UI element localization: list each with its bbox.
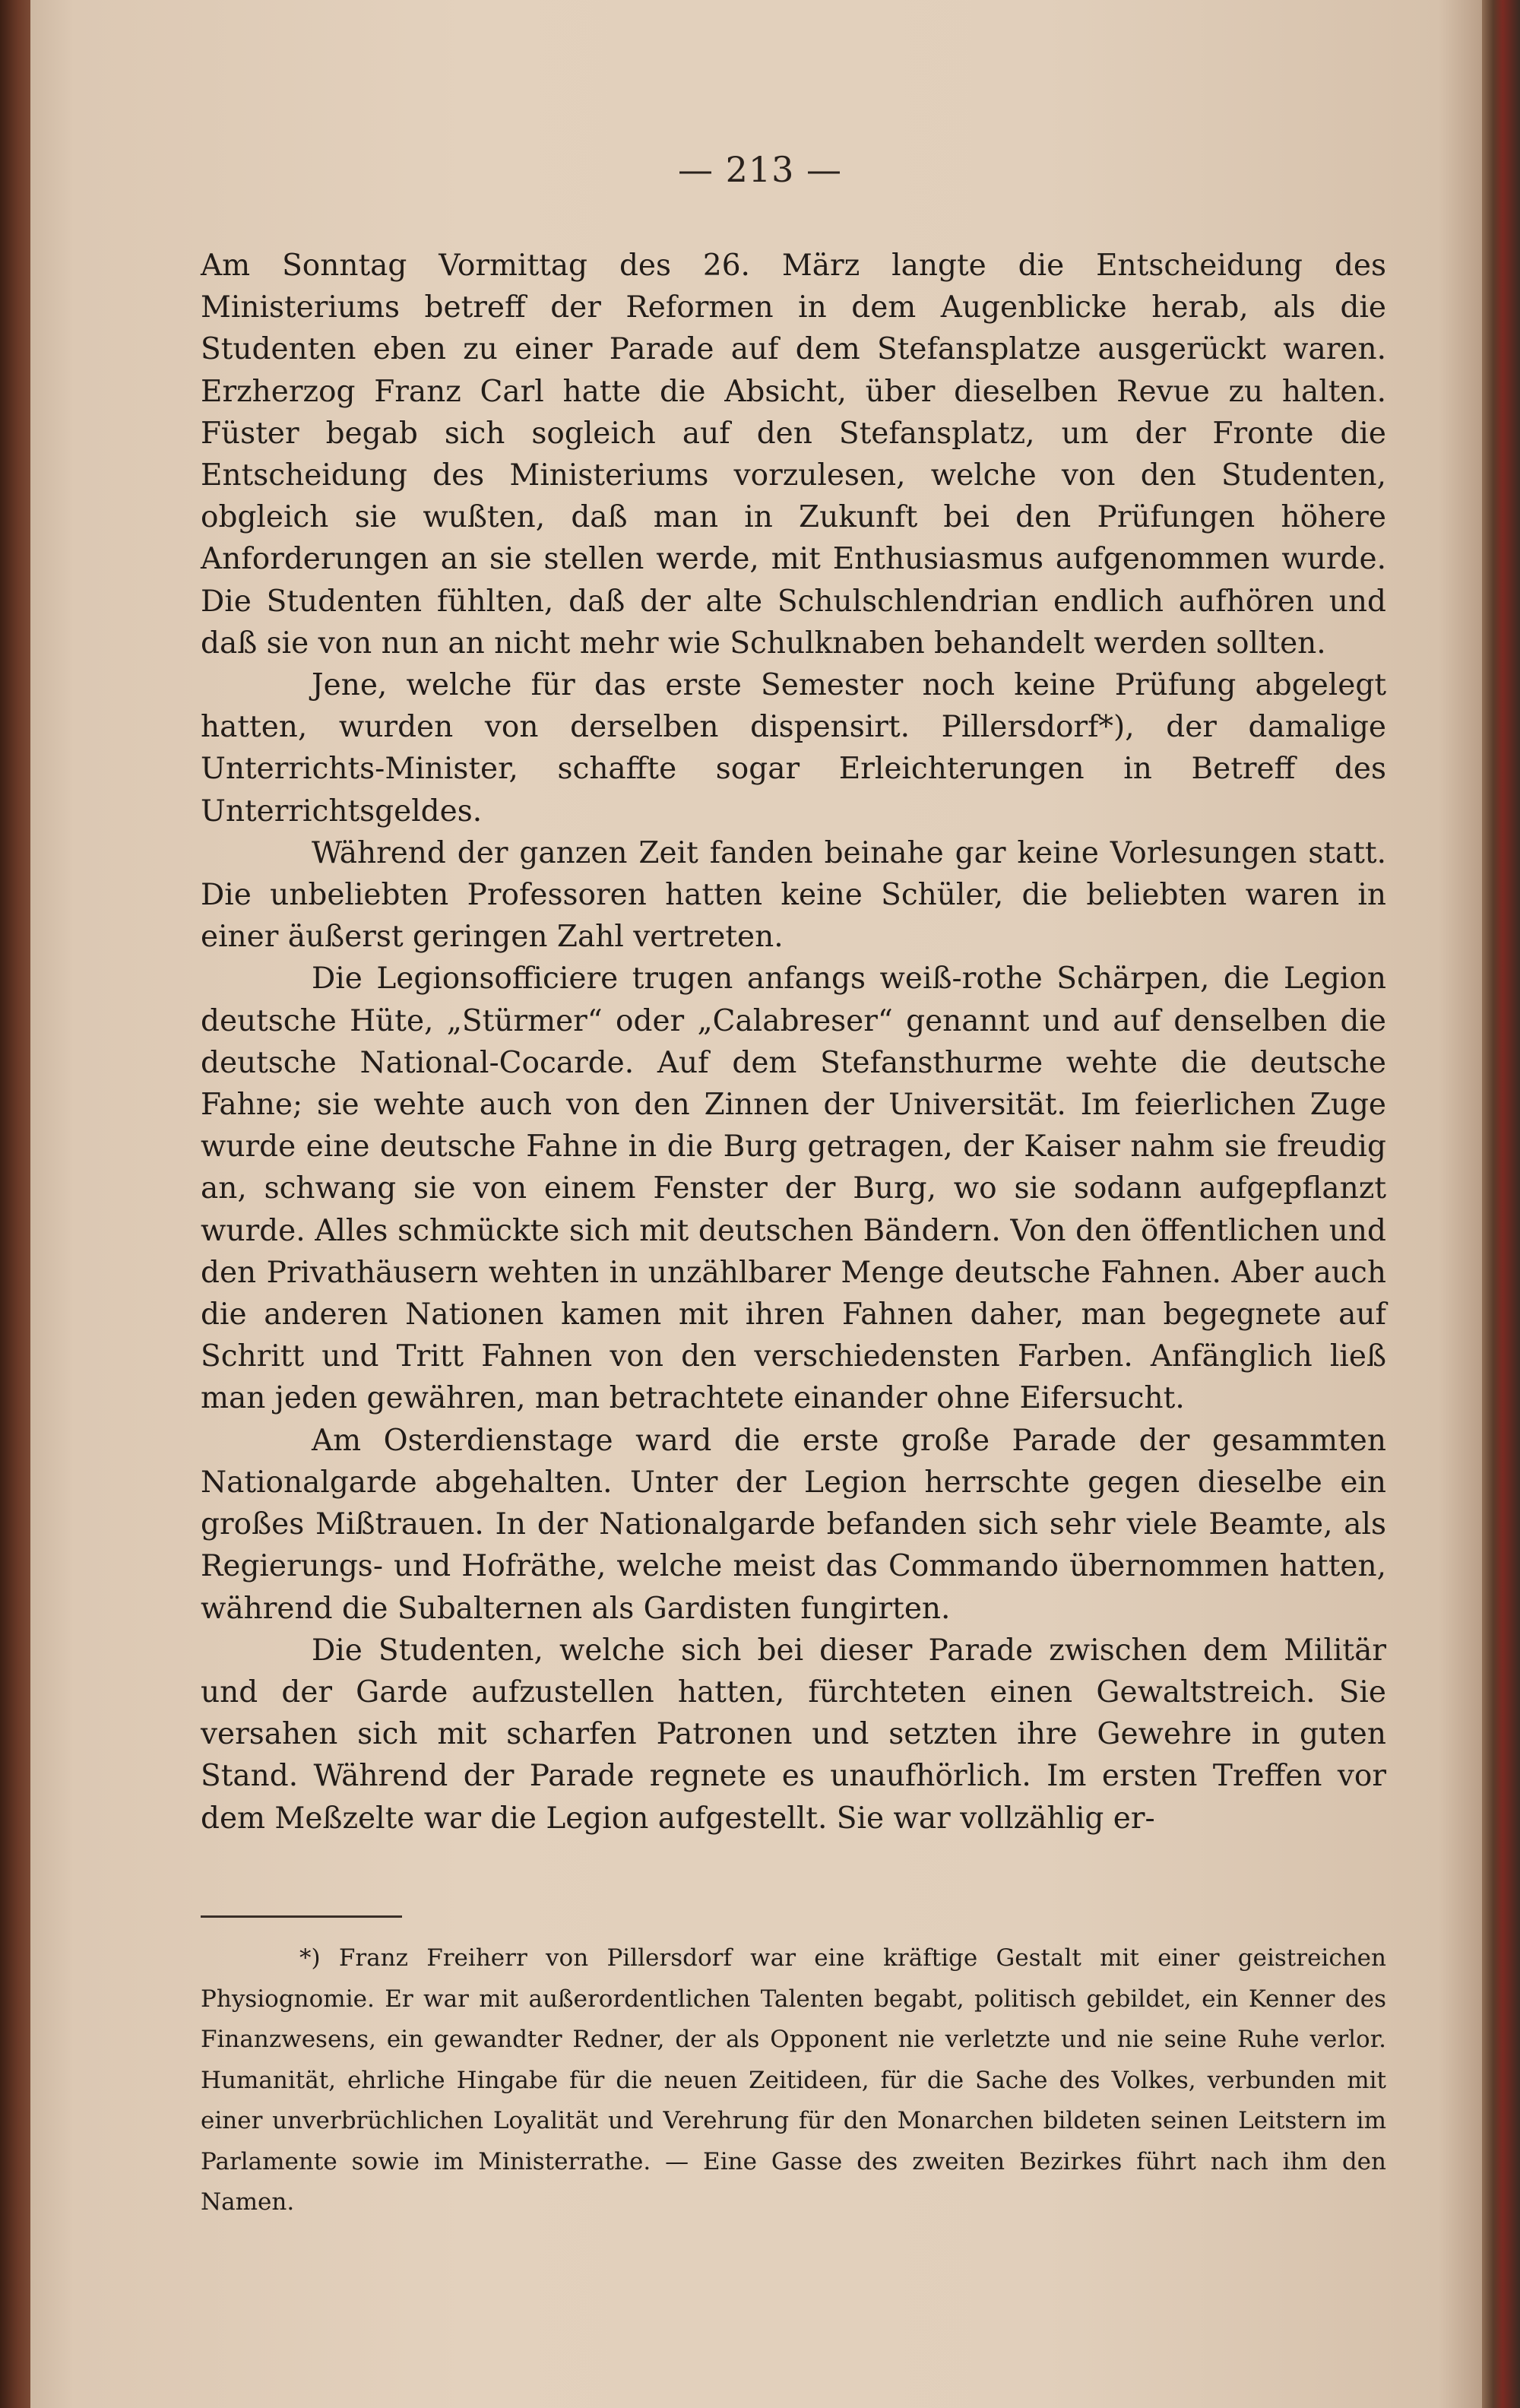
paragraph: Jene, welche für das erste Semester noch keine Prüfung abgelegt hatten, wurden von derselben dispensirt. Pillersdorf*), der damalige Unterrichts-Minister, schaffte sogar Erleichterungen in Betreff des Unterrichtsgeldes.: [201, 668, 1386, 829]
body-text: [201, 245, 1386, 1839]
paragraph: Die Legionsofficiere trugen anfangs weiß-rothe Schärpen, die Legion deutsche Hüte, „Stürmer“ oder „Calabreser“ genannt und auf denselben die deutsche National-Cocarde. Auf dem Stefansthurme wehte die deutsche Fahne; sie wehte auch von den Zinnen der Universität. Im feierlichen Zuge wurde eine deutsche Fahne in die Burg getragen, der Kaiser nahm sie freudig an, schwang sie von einem Fenster der Burg, wo sie sodann aufgepflanzt wurde. Alles schmückte sich mit deutschen Bändern. Von den öffentlichen und den Privathäusern wehten in unzählbarer Menge deutsche Fahnen. Aber auch die anderen Nationen kamen mit ihren Fahnen daher, man begegnete auf Schritt und Tritt Fahnen von den verschiedensten Farben. Anfänglich ließ man jeden gewähren, man betrachtete einander ohne Eifersucht.: [201, 962, 1386, 1416]
footnote: *) Franz Freiherr von Pillersdorf war eine kräftige Gestalt mit einer geistreichen Physiognomie. Er war mit außerordentlichen Talenten begabt, politisch gebildet, ein Kenner des Finanzwesens, ein gewandter Redner, der als Opponent nie verletzte und nie seine Ruhe verlor. Humanität, ehrliche Hingabe für die neuen Zeitideen, für die Sache des Volkes, verbunden mit einer unverbrüchlichen Loyalität und Verehrung für den Monarchen bildeten seinen Leitstern im Parlamente sowie im Ministerrathe. — Eine Gasse des zweiten Bezirkes führt nach ihm den Namen.: [201, 1944, 1386, 2216]
page-number: — 213 —: [677, 149, 843, 190]
paragraph: Am Sonntag Vormittag des 26. März langte die Entscheidung des Ministeriums betreff der Reformen in dem Augenblicke herab, als die Studenten eben zu einer Parade auf dem Stefansplatze ausgerückt waren. Erzherzog Franz Carl hatte die Absicht, über dieselben Revue zu halten. Füster begab sich sogleich auf den Stefansplatz, um der Fronte die Entscheidung des Ministeriums vorzulesen, welche von den Studenten, obgleich sie wußten, daß man in Zukunft bei den Prüfungen höhere Anforderungen an sie stellen werde, mit Enthusiasmus aufgenommen wurde. Die Studenten fühlten, daß der alte Schulschlendrian endlich aufhören und daß sie von nun an nicht mehr wie Schulknaben behandelt werden sollten.: [201, 249, 1386, 661]
paragraph: Während der ganzen Zeit fanden beinahe gar keine Vorlesungen statt. Die unbeliebten Professoren hatten keine Schüler, die beliebten waren in einer äußerst geringen Zahl vertreten.: [201, 835, 1386, 955]
book-spine-left: [0, 0, 30, 2408]
footnote-rule: [201, 1915, 402, 1918]
book-edge-right: [1482, 0, 1520, 2408]
paragraph: Am Osterdienstage ward die erste große Parade der gesammten Nationalgarde abgehalten. Unter der Legion herrschte gegen dieselbe ein großes Mißtrauen. In der Nationalgarde befanden sich sehr viele Beamte, als Regierungs- und Hofräthe, welche meist das Commando übernommen hatten, während die Subalternen als Gardisten fungirten.: [201, 1423, 1386, 1626]
paragraph: Die Studenten, welche sich bei dieser Parade zwischen dem Militär und der Garde aufzustellen hatten, fürchteten einen Gewaltstreich. Sie versahen sich mit scharfen Patronen und setzten ihre Gewehre in guten Stand. Während der Parade regnete es unaufhörlich. Im ersten Treffen vor dem Meßzelte war die Legion aufgestellt. Sie war vollzählig er-: [201, 1633, 1386, 1836]
